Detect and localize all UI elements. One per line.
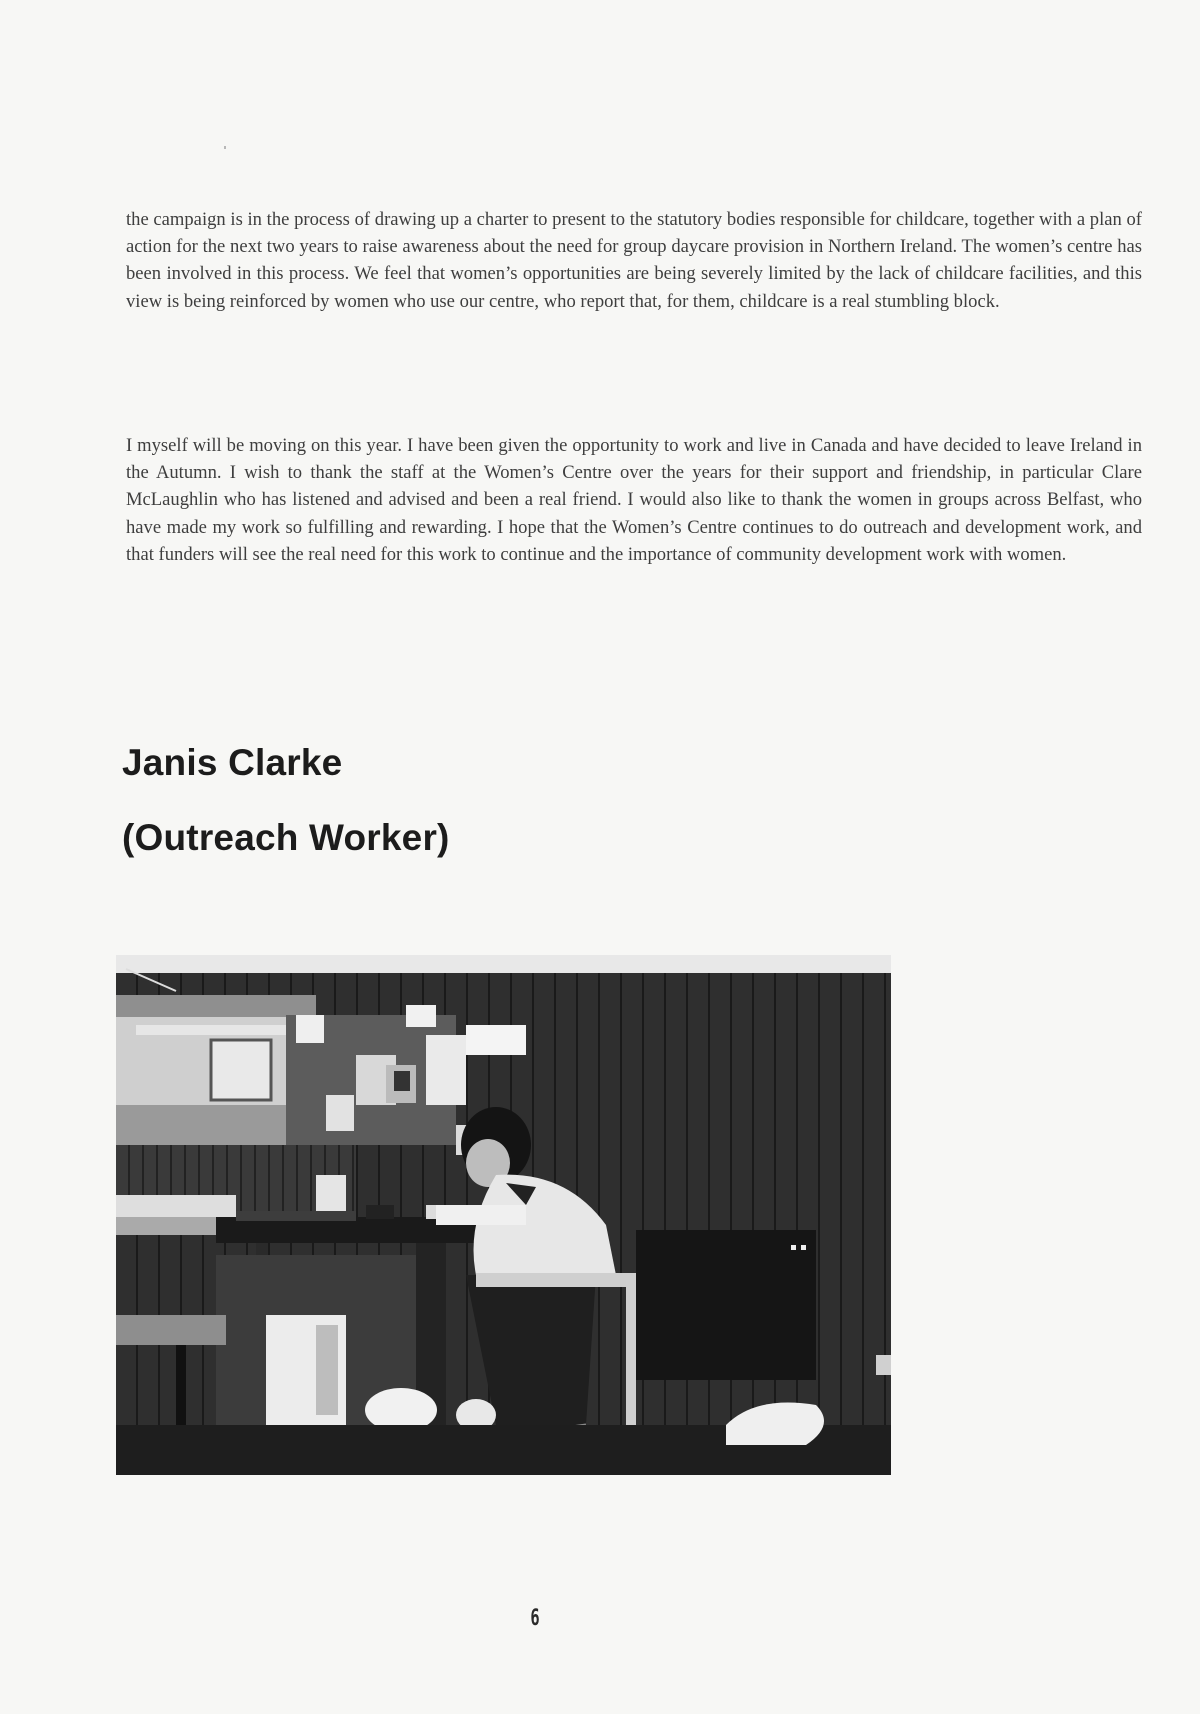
section-heading-name: Janis Clarke [122, 742, 343, 783]
section-heading-role: (Outreach Worker) [122, 817, 450, 858]
body-paragraph-2: I myself will be moving on this year. I have been given the opportunity to work and live in Canada and have decided to leave Ireland in the Autumn. I wish to thank the staff at the Women’s Centre over the years for their support and friendship, in particular Clare McLaughlin who has listened and advised and been a real friend. I would also like to thank the women in groups across Belfast, who have made my work so fulfilling and rewarding. I hope that the Women’s Centre continues to do outreach and development work, and that funders will see the real need for this work to continue and the importance of community development work with women. [126, 435, 1142, 565]
office-photograph [116, 955, 891, 1475]
page-number: 6 [530, 1606, 540, 1631]
body-paragraph-1: the campaign is in the process of drawing up a charter to present to the statutory bodies responsible for childcare, together with a plan of action for the next two years to raise awareness about the need for group daycare provision in Northern Ireland. The women’s centre has been involved in this process. We feel that women’s opportunities are being severely limited by the lack of childcare facilities, and this view is being reinforced by women who use our centre, who report that, for them, childcare is a real stumbling block. [126, 209, 1142, 312]
scan-speck [224, 146, 226, 149]
